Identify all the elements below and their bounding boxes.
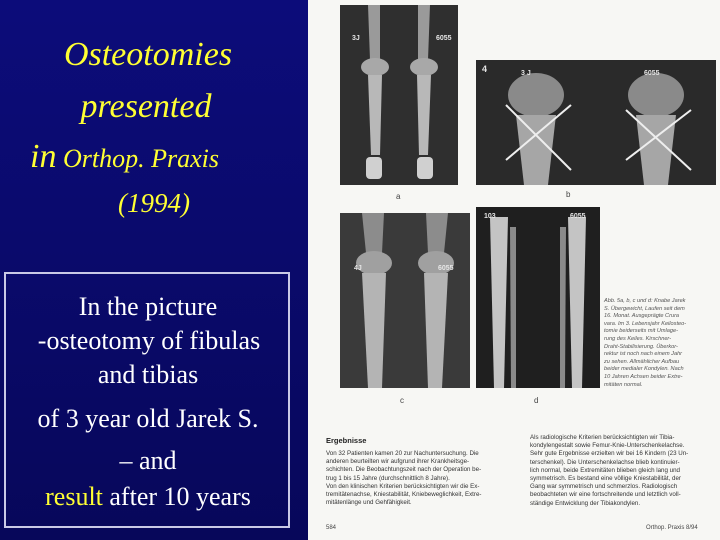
- caption-line-5: – and: [119, 446, 177, 475]
- journal-footer: Orthop. Praxis 8/94: [646, 525, 698, 531]
- xray-image-a: [340, 5, 458, 185]
- xray-d-label-right: 6055: [570, 213, 586, 220]
- xray-b-label-right: 6055: [644, 70, 660, 77]
- slide-title-line-2: presented: [80, 88, 212, 125]
- xray-legs-a-graphic: [340, 5, 458, 185]
- results-text-right-column: Als radiologische Kriterien berücksichtigten wir Tibia- kondylengestalt sowie Femur-Knie-Unterschenkelachse. Sehr gute Ergebnisse erzielten wir bei 16 Kindern (23 Un- terschenkel). Die Unterschenkelachse blieb kontinuier- lich normal, beide Extremitäten blieben gleich lang und symmetrisch. Es bestand eine völlige Kniestabilität, der Gang war symmetrisch und schmerzlos. Radiologisch beobachteten wir eine fortschreitende und letztlich voll- ständige Entwicklung der Tibiakondylen.: [530, 434, 689, 507]
- panel-letter-a: a: [396, 192, 401, 201]
- panel-letter-d: d: [534, 396, 539, 405]
- caption-result-highlight: result: [45, 482, 103, 511]
- slide-title-in: in: [30, 138, 57, 175]
- results-heading: Ergebnisse: [326, 436, 367, 445]
- xray-legs-d-graphic: [476, 207, 600, 388]
- caption-line-3: and tibias: [97, 360, 199, 389]
- xray-b-number: 4: [482, 64, 488, 74]
- xray-a-label-right: 6055: [436, 35, 452, 42]
- xray-a-label-left: 3J: [352, 35, 360, 42]
- caption-line-2: -osteotomy of fibulas: [37, 326, 261, 355]
- xray-c-label-right: 6055: [438, 265, 454, 272]
- xray-b-label-left: 3 J: [521, 70, 531, 77]
- caption-line-6: [0, 482, 296, 512]
- figure-caption: Abb. 5a, b, c und d: Knabe Jarek S. Übergewicht, Laufen seit dem 16. Monat. Ausgeprägte Crura vara. Im 3. Lebensjahr Keilosteo- tomie beiderseits mit Umlage- rung des Keiles. Kirschner- Draht-Stabilisierung. Überkor- rektur ist noch nach einem Jahr zu sehen. Allmählicher Aufbau beider medialer Kondylen. Nach 10 Jahren Achsen beider Extre- mitäten normal.: [604, 298, 687, 388]
- xray-legs-c-graphic: [340, 213, 470, 388]
- slide-title-journal: Orthop. Praxis: [56, 144, 219, 173]
- xray-d-label-left: 103: [484, 213, 496, 220]
- xray-knees-b-graphic: [476, 60, 716, 185]
- results-text-left-column: Von 32 Patienten kamen 20 zur Nachuntersuchung. Die anderen beurteilten wir aufgrund ihrer Krankheitsge- schichten. Die Beobachtungszeit nach der Operation be- trug 1 bis 15 Jahre (durchschnittlich 8 Jahre). Von den klinischen Kriterien berücksichtigten wir die Ex- tremitätenachse, Kniestabilität, Kniebeweglichkeit, Extre- mitätenlänge und Gehfähigkeit.: [326, 450, 482, 507]
- scanned-journal-page: [308, 0, 720, 540]
- slide-title-line-1: Osteotomies: [63, 36, 233, 73]
- caption-line-6-rest: after 10 years: [102, 482, 251, 511]
- caption-line-1: In the picture: [78, 292, 218, 321]
- xray-image-c: [340, 213, 470, 388]
- xray-image-b: [476, 60, 716, 185]
- xray-c-label-left: 4J: [354, 265, 362, 272]
- xray-image-d: [476, 207, 600, 388]
- panel-letter-b: b: [566, 190, 571, 199]
- page-number: 584: [326, 525, 337, 531]
- slide-title-year: (1994): [118, 188, 190, 218]
- panel-letter-c: c: [400, 396, 404, 405]
- caption-line-4: of 3 year old Jarek S.: [37, 404, 259, 433]
- slide-title-line-3: [30, 138, 308, 176]
